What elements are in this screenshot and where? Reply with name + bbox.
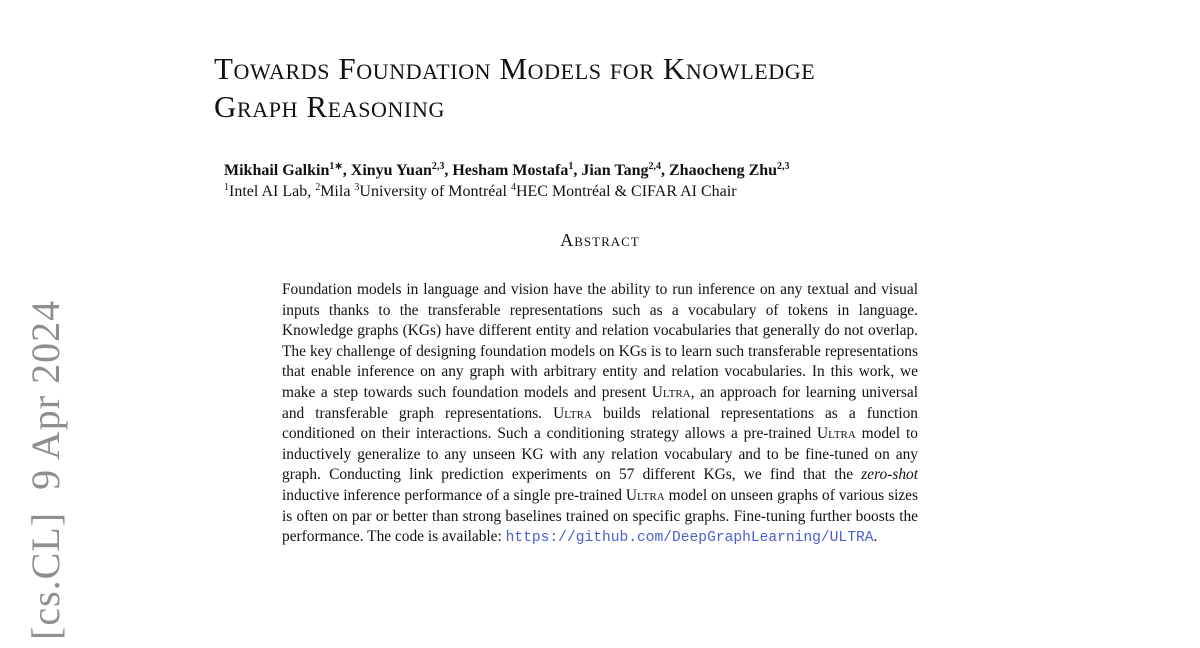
ultra-name: Ultra bbox=[651, 383, 691, 401]
affiliation-mark: 3 bbox=[354, 182, 360, 193]
author-affiliation-mark: 1 bbox=[568, 161, 574, 172]
author-affiliation-mark: 1∗ bbox=[329, 161, 343, 172]
author-name: Hesham Mostafa bbox=[452, 162, 569, 179]
author-affiliation-mark: 2,3 bbox=[777, 161, 790, 172]
abstract-body bbox=[282, 280, 918, 549]
arxiv-category: [cs.CL] bbox=[23, 511, 68, 640]
abstract-text: Foundation models in language and vision have the ability to run inference on any textual and visual inputs thanks to the transferable representations such as a vocabulary of tokens in language. Knowledge graphs (KGs) have different entity and relation vocabularies that generally do not overlap. The key challenge of designing foundation models on KGs is to learn such transferable representations that enable inference on any graph with arbitrary entity and relation vocabularies. In this work, we make a step towards such foundation models and present bbox=[282, 281, 918, 401]
author-affiliation-mark: 2,3 bbox=[431, 161, 445, 172]
author-block bbox=[224, 160, 1024, 202]
abstract-heading: Abstract bbox=[560, 230, 640, 250]
abstract-end-period: . bbox=[873, 528, 878, 546]
affiliation-name: HEC Montréal & CIFAR AI Chair bbox=[515, 183, 737, 200]
author-name: Zhaocheng Zhu bbox=[669, 162, 778, 179]
affiliation-mark: 4 bbox=[510, 182, 516, 193]
abstract-text: builds relational representations as a function conditioned on their interactions. Such a conditioning strategy allows a pre-trained bbox=[282, 404, 918, 443]
affiliation-name: Intel AI Lab, bbox=[229, 183, 316, 200]
affiliation-name: Mila bbox=[320, 183, 355, 200]
arxiv-date: 9 Apr 2024 bbox=[23, 299, 68, 490]
abstract-text: model on unseen graphs of various sizes is often on par or better than strong baselines trained on specific graphs. Fine-tuning further boosts the performance. The code is available: bbox=[282, 486, 918, 546]
author-affiliation-mark: 2,4 bbox=[648, 161, 661, 172]
affiliation-mark: 2 bbox=[315, 182, 321, 193]
abstract-text: inductive inference performance of a single pre-trained bbox=[282, 486, 626, 504]
affiliation-mark: 1 bbox=[224, 182, 229, 193]
author-name: Mikhail Galkin bbox=[224, 162, 330, 179]
ultra-name: Ultra bbox=[625, 486, 665, 504]
zero-shot-emphasis: zero-shot bbox=[861, 466, 918, 484]
affiliation-name: University of Montréal bbox=[359, 183, 511, 200]
arxiv-stamp bbox=[23, 299, 68, 640]
ultra-name: Ultra bbox=[817, 425, 856, 443]
paper-title-line-1: Towards Foundation Models for Knowledge bbox=[214, 51, 816, 86]
author-names: Mikhail Galkin$^{1∗}$, Xinyu Yuan$^{2,3}$, Hesham Mostafa$^1$, Jian Tang$^{2,4}$, Zhaocheng Zhu$^{2,3}$ bbox=[224, 161, 790, 179]
author-name: Jian Tang bbox=[581, 162, 649, 179]
paper-title-line-2: Graph Reasoning bbox=[214, 89, 445, 124]
abstract-text: model to inductively generalize to any unseen KG with any relation vocabulary and to be fine-tuned on any graph. Conducting link prediction experiments on 57 different KGs, we find that the bbox=[282, 425, 918, 484]
author-name: Xinyu Yuan bbox=[350, 162, 432, 179]
paper-title bbox=[214, 50, 1114, 126]
author-affiliations bbox=[224, 181, 1024, 202]
ultra-name: Ultra bbox=[553, 404, 592, 422]
code-repository-link[interactable]: https://github.com/DeepGraphLearning/ULTRA bbox=[505, 530, 874, 547]
abstract-text: , an approach for learning universal and transferable graph representations. bbox=[282, 383, 918, 422]
